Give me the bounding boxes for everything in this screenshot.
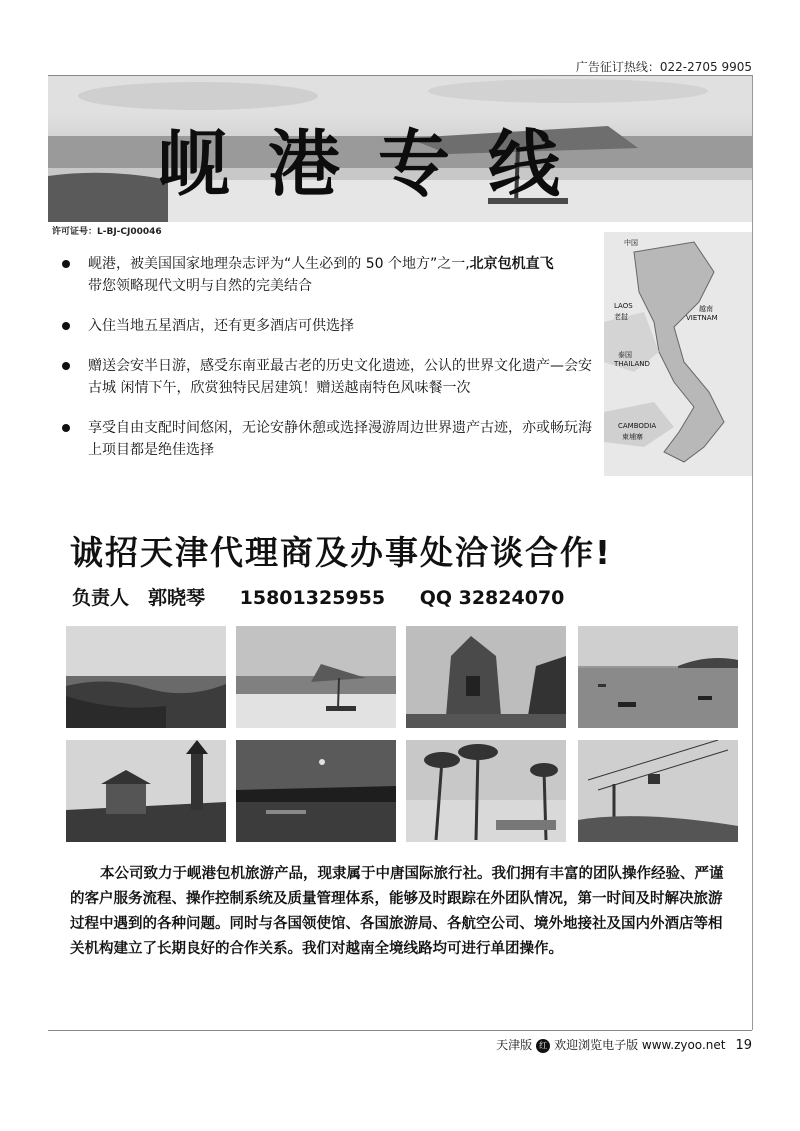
photo-beach-umbrella bbox=[236, 626, 396, 728]
photo-palm-resort bbox=[406, 740, 566, 842]
map-label: 泰国 bbox=[618, 351, 632, 359]
recruit-headline: 诚招天津代理商及办事处洽谈合作! bbox=[70, 533, 613, 572]
contact-person: 负责人 郭晓琴 bbox=[72, 587, 206, 609]
bottom-divider bbox=[48, 1030, 752, 1031]
feature-text: 享受自由支配时间悠闲，无论安静休憩或选择漫游周边世界遗产古迹，亦或畅玩海上项目都是绝佳选择 bbox=[88, 420, 592, 458]
banner-image bbox=[48, 76, 752, 222]
map-label: 柬埔寨 bbox=[622, 433, 643, 441]
banner-title: 岘港专线 bbox=[158, 122, 599, 206]
feature-text: 岘港，被美国国家地理杂志评为“人生必到的 50 个地方”之一, bbox=[88, 256, 470, 272]
contact-qq: QQ 32824070 bbox=[419, 587, 565, 609]
feature-list bbox=[62, 253, 602, 479]
photo-boats-harbor bbox=[578, 626, 738, 728]
map-label: 老挝 bbox=[614, 313, 628, 321]
photo-river-night bbox=[236, 740, 396, 842]
map-label: 中国 bbox=[624, 239, 638, 247]
feature-text-cont: 带您领略现代文明与自然的完美结合 bbox=[88, 278, 312, 294]
photo-temple-ruins bbox=[406, 626, 566, 728]
photo-bay bbox=[66, 626, 226, 728]
right-rule bbox=[752, 75, 753, 1030]
license-number: 许可证号：L-BJ-CJ00046 bbox=[52, 227, 162, 237]
map-label: CAMBODIA bbox=[618, 422, 657, 430]
vietnam-map bbox=[604, 232, 752, 476]
contact-phone: 15801325955 bbox=[239, 587, 386, 609]
feature-item bbox=[62, 355, 602, 399]
bullet-icon bbox=[62, 424, 70, 432]
ad-hotline: 广告征订热线：022-2705 9905 bbox=[575, 60, 752, 74]
company-intro: 本公司致力于岘港包机旅游产品，现隶属于中唐国际旅行社。我们拥有丰富的团队操作经验、严谨的客户服务流程、操作控制系统及质量管理体系，能够及时跟踪在外团队情况，第一时间及时解决旅游过程中遇到的各种问题。同时与各国领使馆、各国旅游局、各航空公司、境外地接社及国内外酒店等相关机构建立了长期良好的合作关系。我们对越南全境线路均可进行单团操作。 bbox=[70, 866, 724, 957]
feature-item bbox=[62, 417, 602, 461]
page-footer bbox=[496, 1036, 752, 1053]
bullet-icon bbox=[62, 260, 70, 268]
bullet-icon bbox=[62, 322, 70, 330]
photo-cable-car bbox=[578, 740, 738, 842]
map-label: THAILAND bbox=[614, 360, 650, 368]
contact-line bbox=[72, 583, 592, 610]
bullet-icon bbox=[62, 362, 70, 370]
photo-palace-gate bbox=[66, 740, 226, 842]
feature-text: 赠送会安半日游，感受东南亚最古老的历史文化遗迹，公认的世界文化遗产—会安古城 闲情下午，欣赏独特民居建筑！赠送越南特色风味餐一次 bbox=[88, 358, 592, 396]
publication-logo-icon: 红 bbox=[536, 1039, 550, 1053]
footer-slogan: 欢迎浏览电子版 www.zyoo.net bbox=[554, 1038, 726, 1052]
map-label: VIETNAM bbox=[686, 314, 718, 322]
map-label: LAOS bbox=[614, 302, 633, 310]
feature-text: 入住当地五星酒店，还有更多酒店可供选择 bbox=[88, 318, 354, 334]
feature-item bbox=[62, 253, 602, 297]
feature-highlight: 北京包机直飞 bbox=[469, 256, 554, 272]
edition-label: 天津版 bbox=[496, 1038, 533, 1052]
page-number: 19 bbox=[735, 1038, 752, 1053]
feature-item bbox=[62, 315, 602, 337]
map-label: 越南 bbox=[699, 305, 713, 313]
